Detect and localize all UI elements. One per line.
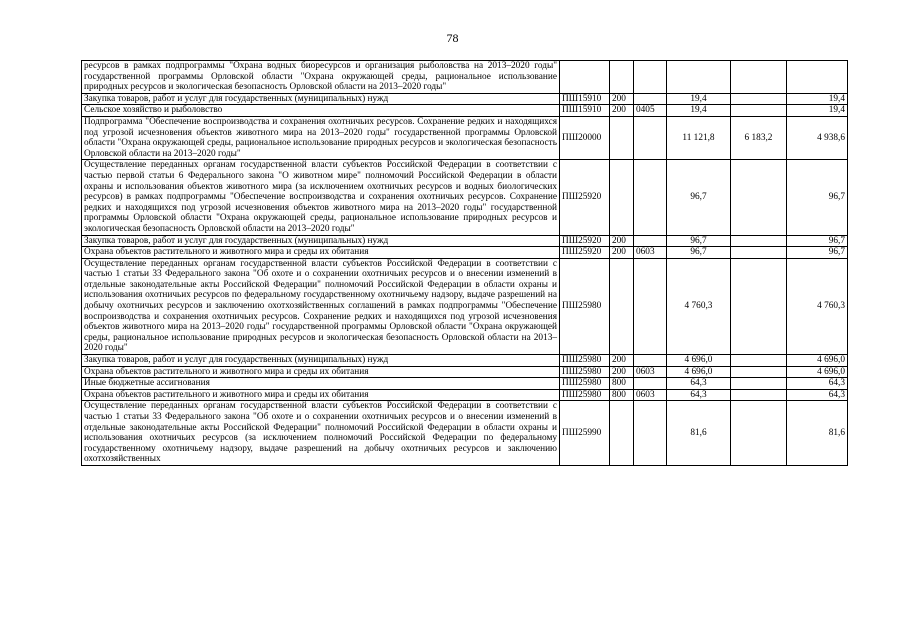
row-section-code — [634, 116, 667, 159]
row-name: Закупка товаров, работ и услуг для государственных (муниципальных) нужд — [82, 93, 560, 105]
row-federal-funds — [731, 366, 787, 378]
row-federal-funds — [731, 355, 787, 367]
row-total-sum: 64,3 — [667, 389, 731, 401]
row-federal-funds — [731, 61, 787, 94]
row-name: Осуществление переданных органам государственной власти субъектов Российской Федерации в соответствии с частью первой статьи 6 Федерального закона "О животном мире" полномочий Российской Федерации в области охраны и использования объектов животного мира (за исключением охотничьих ресурсов и водных биологических ресурсов) в рамках подпрограммы "Обеспечение воспроизводства и сохранения охотничьих ресурсов. Сохранение редких и находящихся под угрозой исчезновения объектов животного мира на 2013–2020 годы" государственной программы Орловской области "Охрана окружающей среды, рациональное использование природных ресурсов и экологическая безопасность Орловской области на 2013–2020 годы" — [82, 160, 560, 235]
row-expense-type: 200 — [610, 105, 634, 117]
row-section-code — [634, 378, 667, 390]
row-name: Охрана объектов растительного и животного мира и среды их обитания — [82, 366, 560, 378]
row-expense-type — [610, 258, 634, 354]
row-target-code: ПШ25980 — [560, 378, 610, 390]
row-federal-funds — [731, 235, 787, 247]
row-regional-funds: 96,7 — [787, 235, 848, 247]
row-section-code: 0603 — [634, 366, 667, 378]
row-name: Сельское хозяйство и рыболовство — [82, 105, 560, 117]
row-name: Закупка товаров, работ и услуг для государственных (муниципальных) нужд — [82, 355, 560, 367]
row-federal-funds — [731, 258, 787, 354]
row-federal-funds — [731, 389, 787, 401]
row-section-code — [634, 401, 667, 466]
row-regional-funds: 96,7 — [787, 160, 848, 235]
table-row — [82, 378, 848, 390]
row-name: Охрана объектов растительного и животного мира и среды их обитания — [82, 389, 560, 401]
row-total-sum: 19,4 — [667, 105, 731, 117]
row-target-code: ПШ25920 — [560, 247, 610, 259]
row-section-code — [634, 93, 667, 105]
row-regional-funds: 19,4 — [787, 105, 848, 117]
row-total-sum: 4 696,0 — [667, 366, 731, 378]
row-target-code: ПШ25980 — [560, 355, 610, 367]
row-target-code: ПШ25980 — [560, 258, 610, 354]
row-regional-funds: 4 696,0 — [787, 355, 848, 367]
row-regional-funds: 64,3 — [787, 378, 848, 390]
row-total-sum: 81,6 — [667, 401, 731, 466]
row-section-code: 0603 — [634, 389, 667, 401]
row-total-sum: 96,7 — [667, 235, 731, 247]
row-name: Подпрограмма "Обеспечение воспроизводства и сохранения охотничьих ресурсов. Сохранение редких и находящихся под угрозой исчезновения объектов животного мира на 2013–2020 годы" государственной программы Орловской области "Охрана окружающей среды, рациональное использование природных ресурсов и экологическая безопасность Орловской области на 2013–2020 годы" — [82, 116, 560, 159]
table-row — [82, 258, 848, 354]
row-name: Осуществление переданных органам государственной власти субъектов Российской Федерации в соответствии с частью 1 статьи 33 Федерального закона "Об охоте и о сохранении охотничьих ресурсов и о внесении изменений в отдельные законодательные акты Российской Федерации" полномочий Российской Федерации в области охраны и использования охотничьих ресурсов (за исключением полномочий Российской Федерации по федеральному государственному охотничьему надзору, выдаче разрешений на добычу охотничьих ресурсов и заключению охотхозяйственных — [82, 401, 560, 466]
table-row — [82, 389, 848, 401]
row-total-sum: 96,7 — [667, 247, 731, 259]
page-number: 78 — [446, 31, 459, 45]
row-total-sum: 96,7 — [667, 160, 731, 235]
row-expense-type: 200 — [610, 235, 634, 247]
row-total-sum — [667, 61, 731, 94]
row-regional-funds: 81,6 — [787, 401, 848, 466]
row-target-code: ПШ25920 — [560, 160, 610, 235]
row-name: Осуществление переданных органам государственной власти субъектов Российской Федерации в соответствии с частью 1 статьи 33 Федерального закона "Об охоте и о сохранении охотничьих ресурсов и о внесении изменений в отдельные законодательные акты Российской Федерации" полномочий Российской Федерации в области охраны и использования охотничьих ресурсов по федеральному государственному охотничьему надзору, выдаче разрешений на добычу охотничьих ресурсов и заключению охотхозяйственных соглашений в рамках подпрограммы "Обеспечение воспроизводства и сохранения охотничьих ресурсов. Сохранение редких и находящихся под угрозой исчезновения объектов животного мира на 2013–2020 годы" государственной программы Орловской области "Охрана окружающей среды, рациональное использование природных ресурсов и экологическая безопасность Орловской области на 2013–2020 годы" — [82, 258, 560, 354]
row-name: ресурсов в рамках подпрограммы "Охрана водных биоресурсов и организация рыболовства на 2013–2020 годы" государственной программы Орловской области "Охрана окружающей среды, рациональное использование природных ресурсов и экологическая безопасность Орловской области на 2013–2020 годы" — [82, 61, 560, 94]
row-federal-funds — [731, 160, 787, 235]
row-federal-funds — [731, 378, 787, 390]
row-total-sum: 4 696,0 — [667, 355, 731, 367]
row-section-code — [634, 258, 667, 354]
table-body — [82, 61, 848, 466]
row-regional-funds: 96,7 — [787, 247, 848, 259]
row-regional-funds — [787, 61, 848, 94]
table-row — [82, 247, 848, 259]
row-expense-type: 200 — [610, 366, 634, 378]
row-expense-type: 800 — [610, 389, 634, 401]
row-target-code: ПШ15910 — [560, 93, 610, 105]
row-expense-type — [610, 116, 634, 159]
row-regional-funds: 4 696,0 — [787, 366, 848, 378]
row-section-code: 0603 — [634, 247, 667, 259]
table-row — [82, 61, 848, 94]
row-regional-funds: 4 760,3 — [787, 258, 848, 354]
row-regional-funds: 19,4 — [787, 93, 848, 105]
row-target-code: ПШ15910 — [560, 105, 610, 117]
row-section-code — [634, 355, 667, 367]
row-regional-funds: 4 938,6 — [787, 116, 848, 159]
table-row — [82, 93, 848, 105]
row-section-code — [634, 61, 667, 94]
row-target-code: ПШ25980 — [560, 389, 610, 401]
row-expense-type: 200 — [610, 93, 634, 105]
row-section-code: 0405 — [634, 105, 667, 117]
row-expense-type — [610, 61, 634, 94]
row-target-code: ПШ25980 — [560, 366, 610, 378]
table-row — [82, 116, 848, 159]
row-regional-funds: 64,3 — [787, 389, 848, 401]
row-total-sum: 4 760,3 — [667, 258, 731, 354]
table-row — [82, 366, 848, 378]
row-federal-funds: 6 183,2 — [731, 116, 787, 159]
row-target-code — [560, 61, 610, 94]
row-target-code: ПШ25990 — [560, 401, 610, 466]
table-row — [82, 355, 848, 367]
row-expense-type — [610, 401, 634, 466]
budget-table — [81, 60, 848, 466]
row-expense-type: 800 — [610, 378, 634, 390]
row-total-sum: 64,3 — [667, 378, 731, 390]
row-target-code: ПШ20000 — [560, 116, 610, 159]
row-federal-funds — [731, 93, 787, 105]
row-total-sum: 19,4 — [667, 93, 731, 105]
row-expense-type: 200 — [610, 247, 634, 259]
row-expense-type — [610, 160, 634, 235]
row-expense-type: 200 — [610, 355, 634, 367]
table-row — [82, 160, 848, 235]
row-section-code — [634, 160, 667, 235]
row-federal-funds — [731, 401, 787, 466]
row-name: Закупка товаров, работ и услуг для государственных (муниципальных) нужд — [82, 235, 560, 247]
row-name: Иные бюджетные ассигнования — [82, 378, 560, 390]
row-target-code: ПШ25920 — [560, 235, 610, 247]
table-row — [82, 235, 848, 247]
table-row — [82, 105, 848, 117]
row-federal-funds — [731, 247, 787, 259]
row-total-sum: 11 121,8 — [667, 116, 731, 159]
table-row — [82, 401, 848, 466]
row-federal-funds — [731, 105, 787, 117]
row-section-code — [634, 235, 667, 247]
row-name: Охрана объектов растительного и животного мира и среды их обитания — [82, 247, 560, 259]
